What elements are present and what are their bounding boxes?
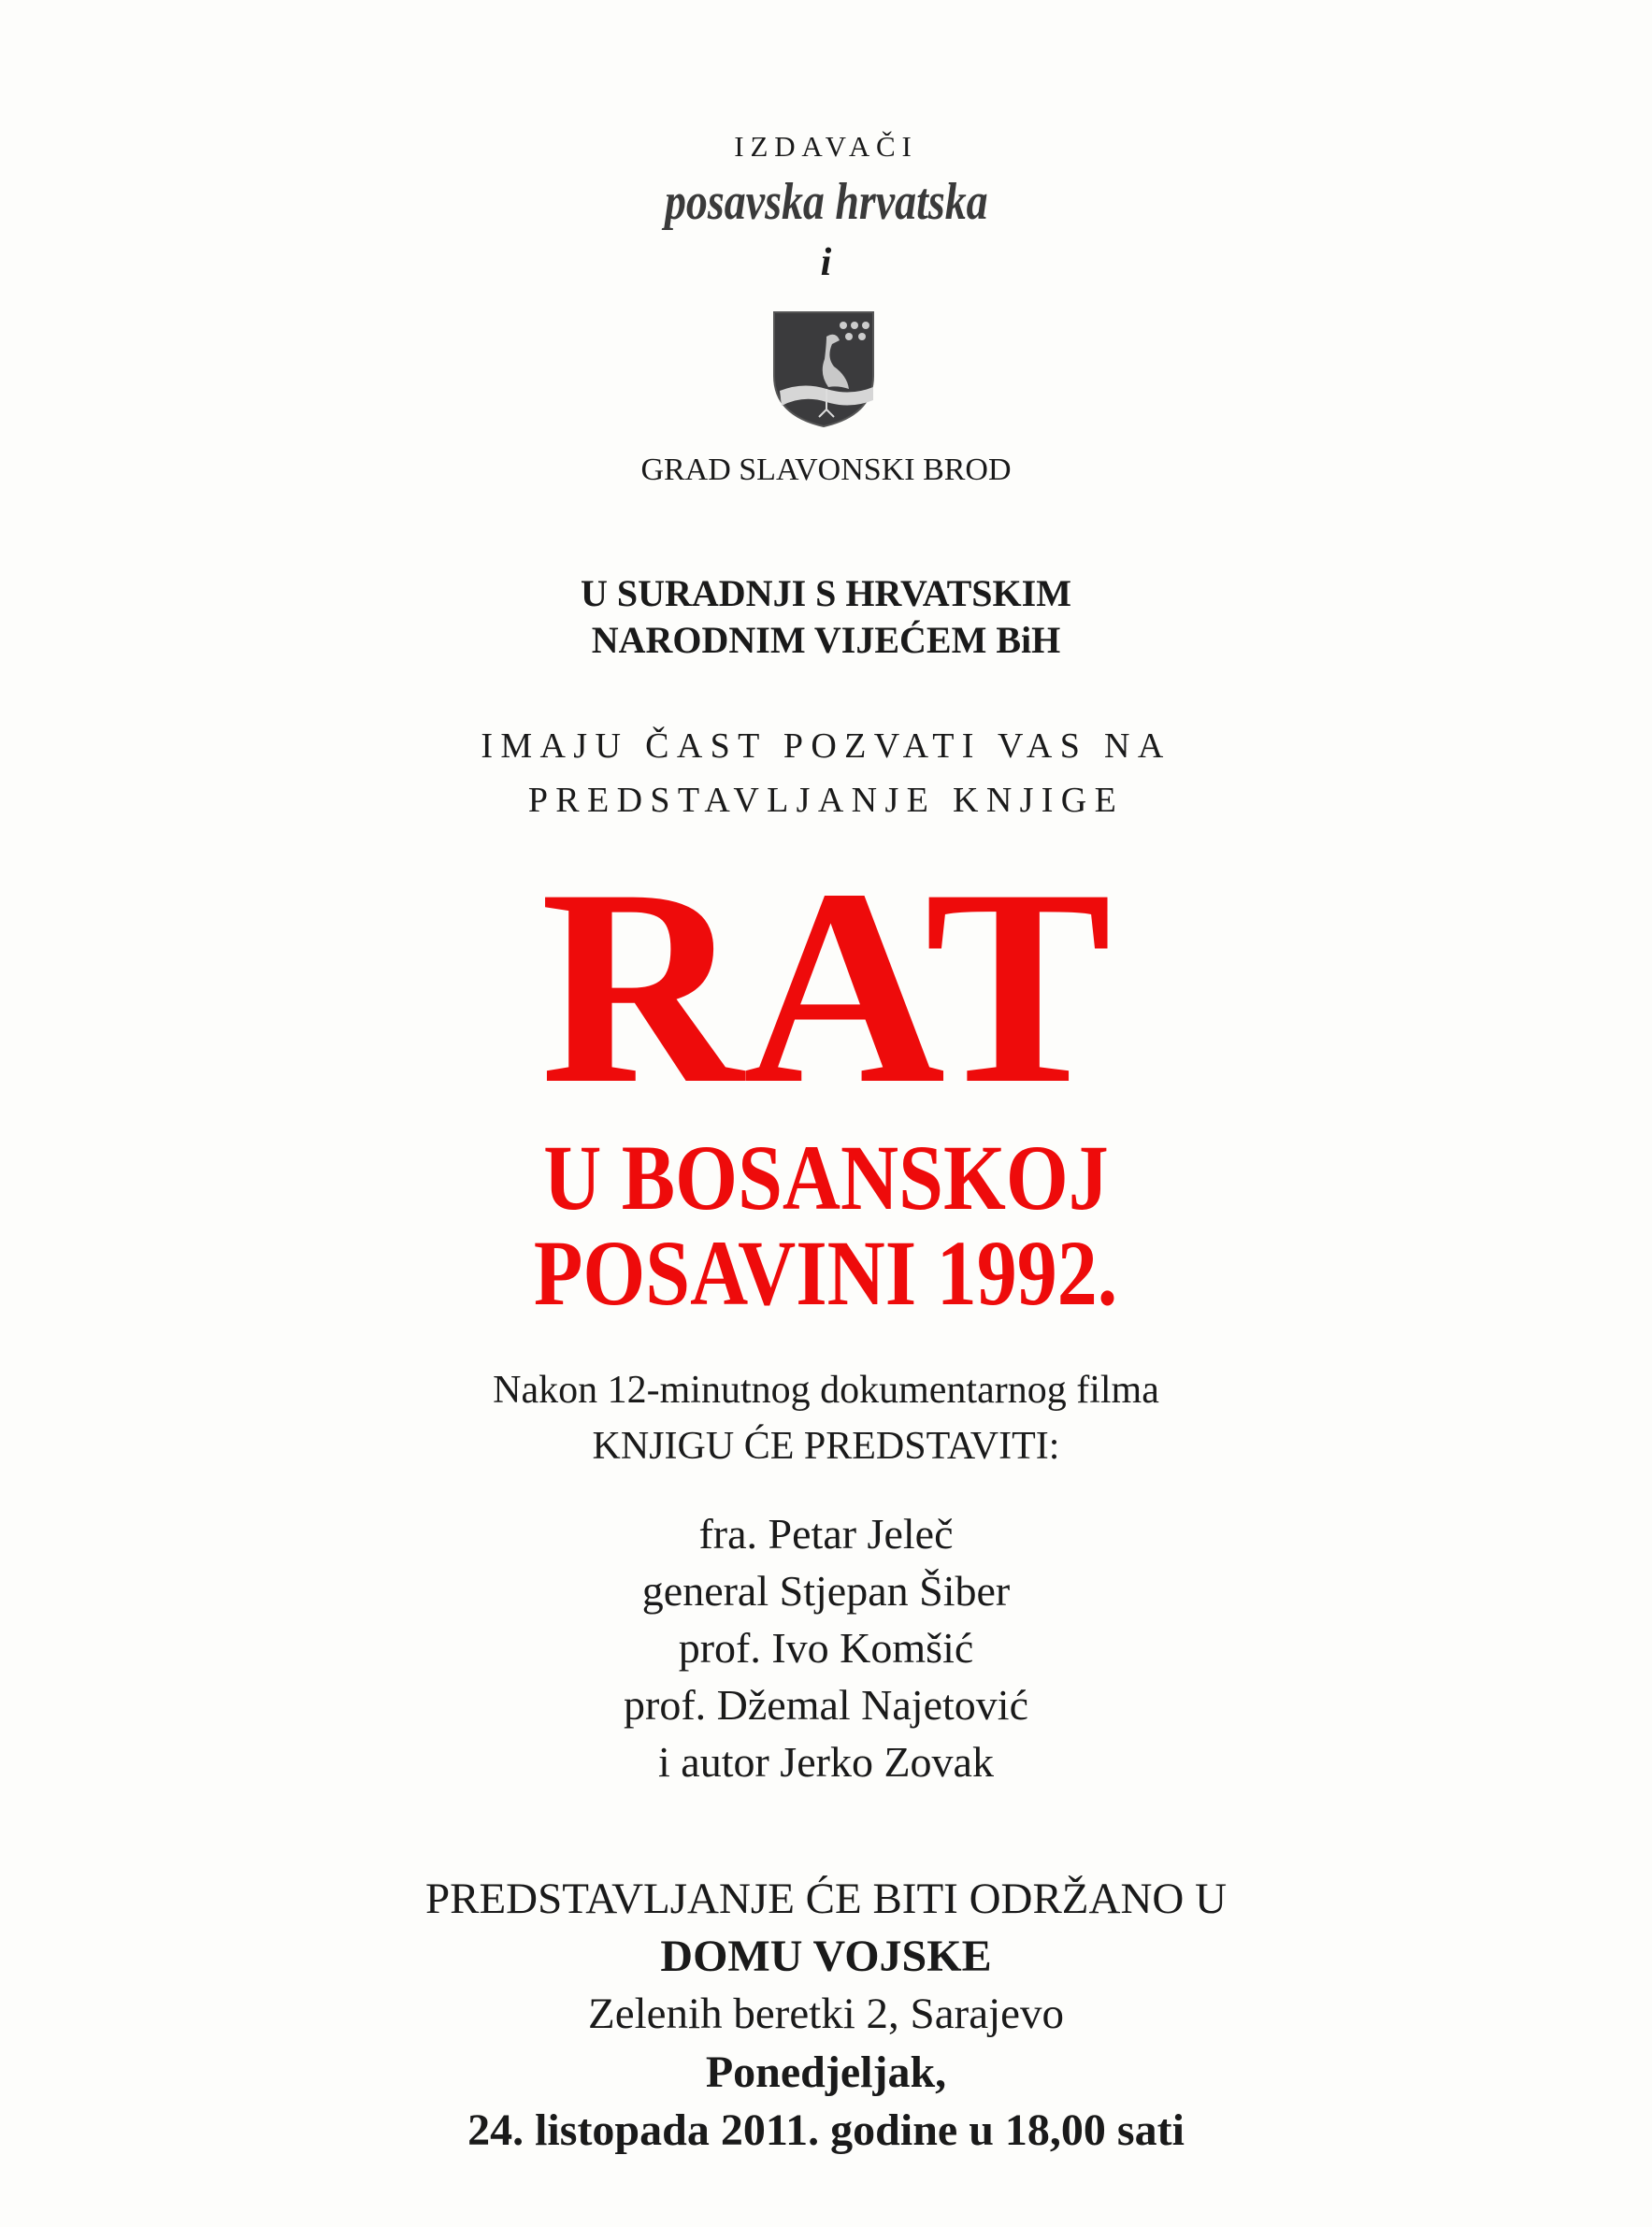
publisher-name: posavska hrvatska [664, 173, 988, 231]
cooperation-line-1: U SURADNJI S HRVATSKIM [581, 572, 1071, 614]
venue-intro: PREDSTAVLJANJE ĆE BITI ODRŽANO U [424, 1875, 1228, 1923]
venue-address: Zelenih beretki 2, Sarajevo [588, 1990, 1064, 2038]
conjunction: i [820, 241, 832, 284]
book-title-subtitle-2: POSAVINI 1992. [534, 1221, 1118, 1325]
event-day: Ponedjeljak, [705, 2047, 947, 2097]
presenter: prof. Džemal Najetović [624, 1681, 1028, 1729]
presenter: general Stjepan Šiber [641, 1567, 1011, 1615]
presenter: fra. Petar Jeleč [698, 1510, 954, 1558]
cooperation-line-2: NARODNIM VIJEĆEM BiH [591, 619, 1061, 661]
event-datetime: 24. listopada 2011. godine u 18,00 sati [467, 2105, 1185, 2155]
invitation-line-2: PREDSTAVLJANJE KNJIGE [527, 781, 1125, 820]
book-title-subtitle-1: U BOSANSKOJ [543, 1126, 1109, 1229]
publishers-heading: IZDAVAČI [734, 130, 918, 163]
book-title-line-2 [0, 1126, 1652, 1229]
presenter: i autor Jerko Zovak [658, 1738, 994, 1786]
book-title-main: RAT [539, 831, 1113, 1142]
program-line-2: KNJIGU ĆE PREDSTAVITI: [592, 1425, 1060, 1468]
invitation-line-1: IMAJU ČAST POZVATI VAS NA [481, 726, 1171, 766]
book-title-line-3 [0, 1221, 1652, 1325]
presenter: prof. Ivo Komšić [678, 1624, 974, 1672]
publisher-posavska-hrvatska [0, 173, 1652, 231]
publisher-grad-slavonski-brod: GRAD SLAVONSKI BROD [640, 453, 1012, 487]
venue-name: DOMU VOJSKE [660, 1932, 992, 1981]
program-line-1: Nakon 12-minutnog dokumentarnog filma [493, 1369, 1159, 1412]
coat-of-arms-icon [772, 310, 875, 428]
